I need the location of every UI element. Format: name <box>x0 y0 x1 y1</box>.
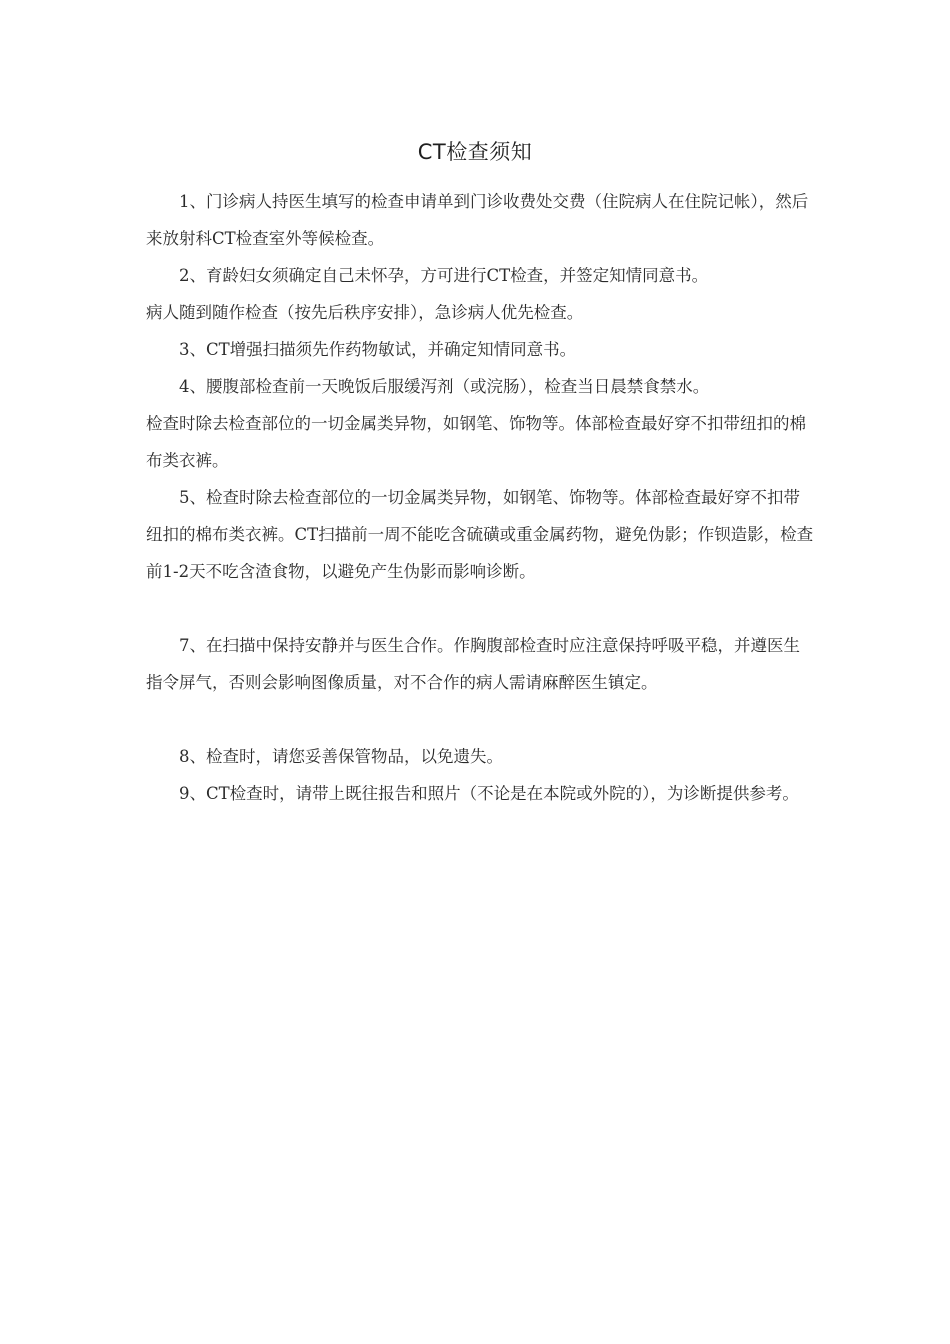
paragraph-7: 7、在扫描中保持安静并与医生合作。作胸腹部检查时应注意保持呼吸平稳，并遵医生指令屏气，否则会影响图像质量，对不合作的病人需请麻醉医生镇定。 <box>146 636 800 692</box>
document-title: CT检查须知 <box>417 140 533 164</box>
paragraph-2: 2、育龄妇女须确定自己未怀孕，方可进行CT检查，并签定知情同意书。 <box>179 266 709 285</box>
paragraph-4-continuation: 检查时除去检查部位的一切金属类异物，如钢笔、饰物等。体部检查最好穿不扣带纽扣的棉布类衣裤。 <box>146 414 806 470</box>
document-body <box>146 183 814 812</box>
blank-line <box>146 701 814 738</box>
paragraph-1: 1、门诊病人持医生填写的检查申请单到门诊收费处交费（住院病人在住院记帐），然后来放射科CT检查室外等候检查。 <box>146 192 809 248</box>
paragraph-9: 9、CT检查时，请带上既往报告和照片（不论是在本院或外院的），为诊断提供参考。 <box>179 784 799 803</box>
paragraph-2-continuation: 病人随到随作检查（按先后秩序安排），急诊病人优先检查。 <box>146 303 584 322</box>
paragraph-3: 3、CT增强扫描须先作药物敏试，并确定知情同意书。 <box>179 340 577 359</box>
paragraph-8: 8、检查时，请您妥善保管物品，以免遗失。 <box>179 747 503 766</box>
paragraph-4: 4、腰腹部检查前一天晚饭后服缓泻剂（或浣肠），检查当日晨禁食禁水。 <box>179 377 710 396</box>
paragraph-5: 5、检查时除去检查部位的一切金属类异物，如钢笔、饰物等。体部检查最好穿不扣带纽扣的棉布类衣裤。CT扫描前一周不能吃含硫磺或重金属药物，避免伪影；作钡造影，检查前1-2天不吃含渣食物，以避免产生伪影而影响诊断。 <box>146 488 814 581</box>
blank-line <box>146 590 814 627</box>
